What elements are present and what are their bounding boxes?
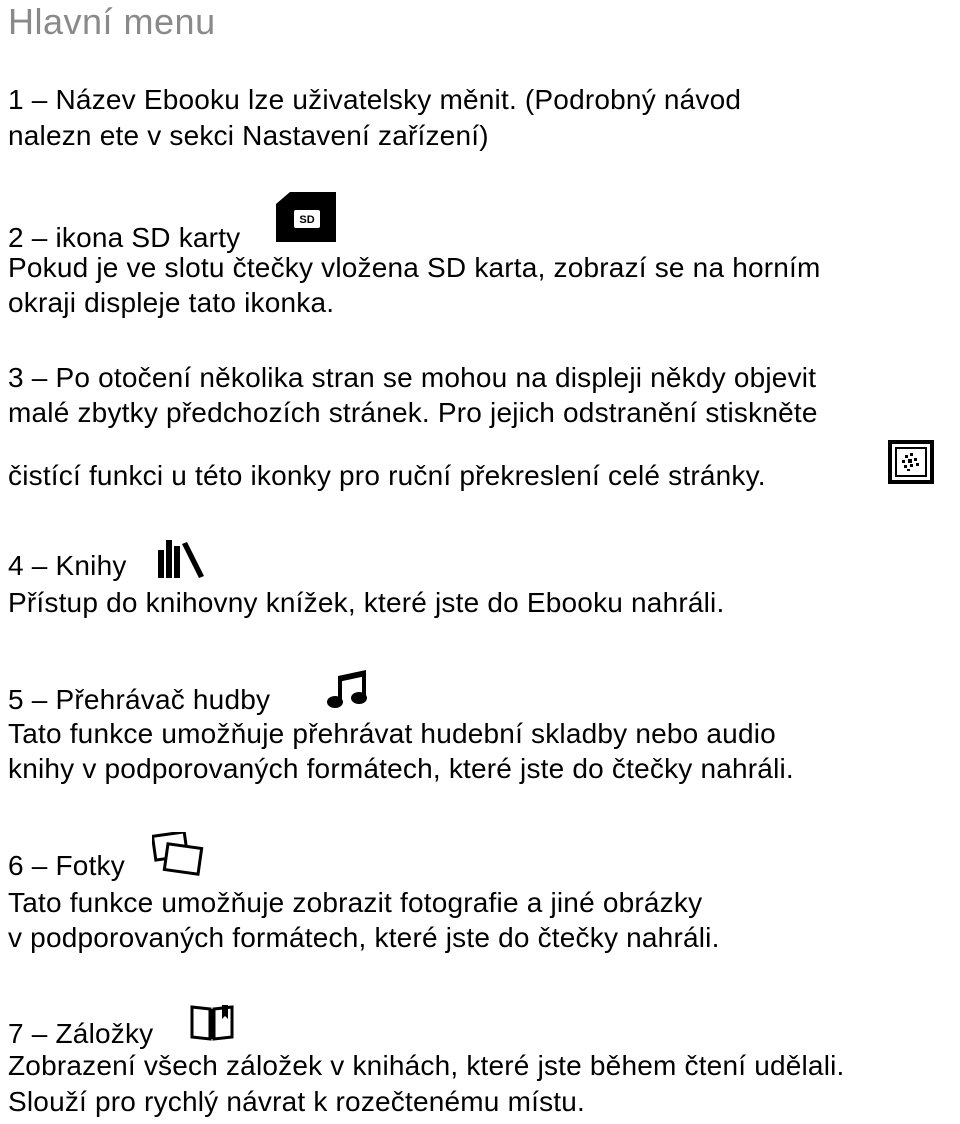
sd-card-icon [272, 190, 340, 246]
books-icon [156, 538, 208, 580]
section-6-heading: 6 – Fotky [8, 850, 125, 881]
page-title: Hlavní menu [8, 1, 216, 42]
bookmarks-book-icon [188, 1003, 236, 1041]
refresh-page-icon [888, 440, 934, 484]
section-3-line-2: malé zbytky předchozích stránek. Pro jejich odstranění stiskněte [8, 397, 818, 428]
photos-icon [152, 832, 204, 876]
section-7-line-2: Slouží pro rychlý návrat k rozečtenému místu. [8, 1086, 585, 1117]
svg-text:SD: SD [299, 214, 315, 226]
section-5-heading: 5 – Přehrávač hudby [8, 684, 271, 715]
section-7-heading: 7 – Záložky [8, 1018, 154, 1049]
section-1-line-1: 1 – Název Ebooku lze uživatelsky měnit. (Podrobný návod [8, 84, 742, 115]
section-5-line-1: Tato funkce umožňuje přehrávat hudební skladby nebo audio [8, 718, 776, 749]
section-4-heading: 4 – Knihy [8, 550, 127, 581]
section-6-line-1: Tato funkce umožňuje zobrazit fotografie a jiné obrázky [8, 887, 703, 918]
section-4-line-1: Přístup do knihovny knížek, které jste do Ebooku nahráli. [8, 587, 725, 618]
section-5-line-2: knihy v podporovaných formátech, které jste do čtečky nahráli. [8, 753, 794, 784]
music-note-icon [326, 668, 372, 710]
section-2-line-1: Pokud je ve slotu čtečky vložena SD karta, zobrazí se na horním [8, 252, 821, 283]
section-2-line-2: okraji displeje tato ikonka. [8, 287, 335, 318]
section-1-line-2: nalezn ete v sekci Nastavení zařízení) [8, 120, 489, 151]
section-3-line-1: 3 – Po otočení několika stran se mohou na displeji někdy objevit [8, 362, 817, 393]
section-6-line-2: v podporovaných formátech, které jste do čtečky nahráli. [8, 922, 720, 953]
section-7-line-1: Zobrazení všech záložek v knihách, které jste během čtení udělali. [8, 1050, 845, 1081]
section-2-heading: 2 – ikona SD karty [8, 222, 241, 253]
section-3-line-3: čistící funkci u této ikonky pro ruční překreslení celé stránky. [8, 460, 766, 491]
